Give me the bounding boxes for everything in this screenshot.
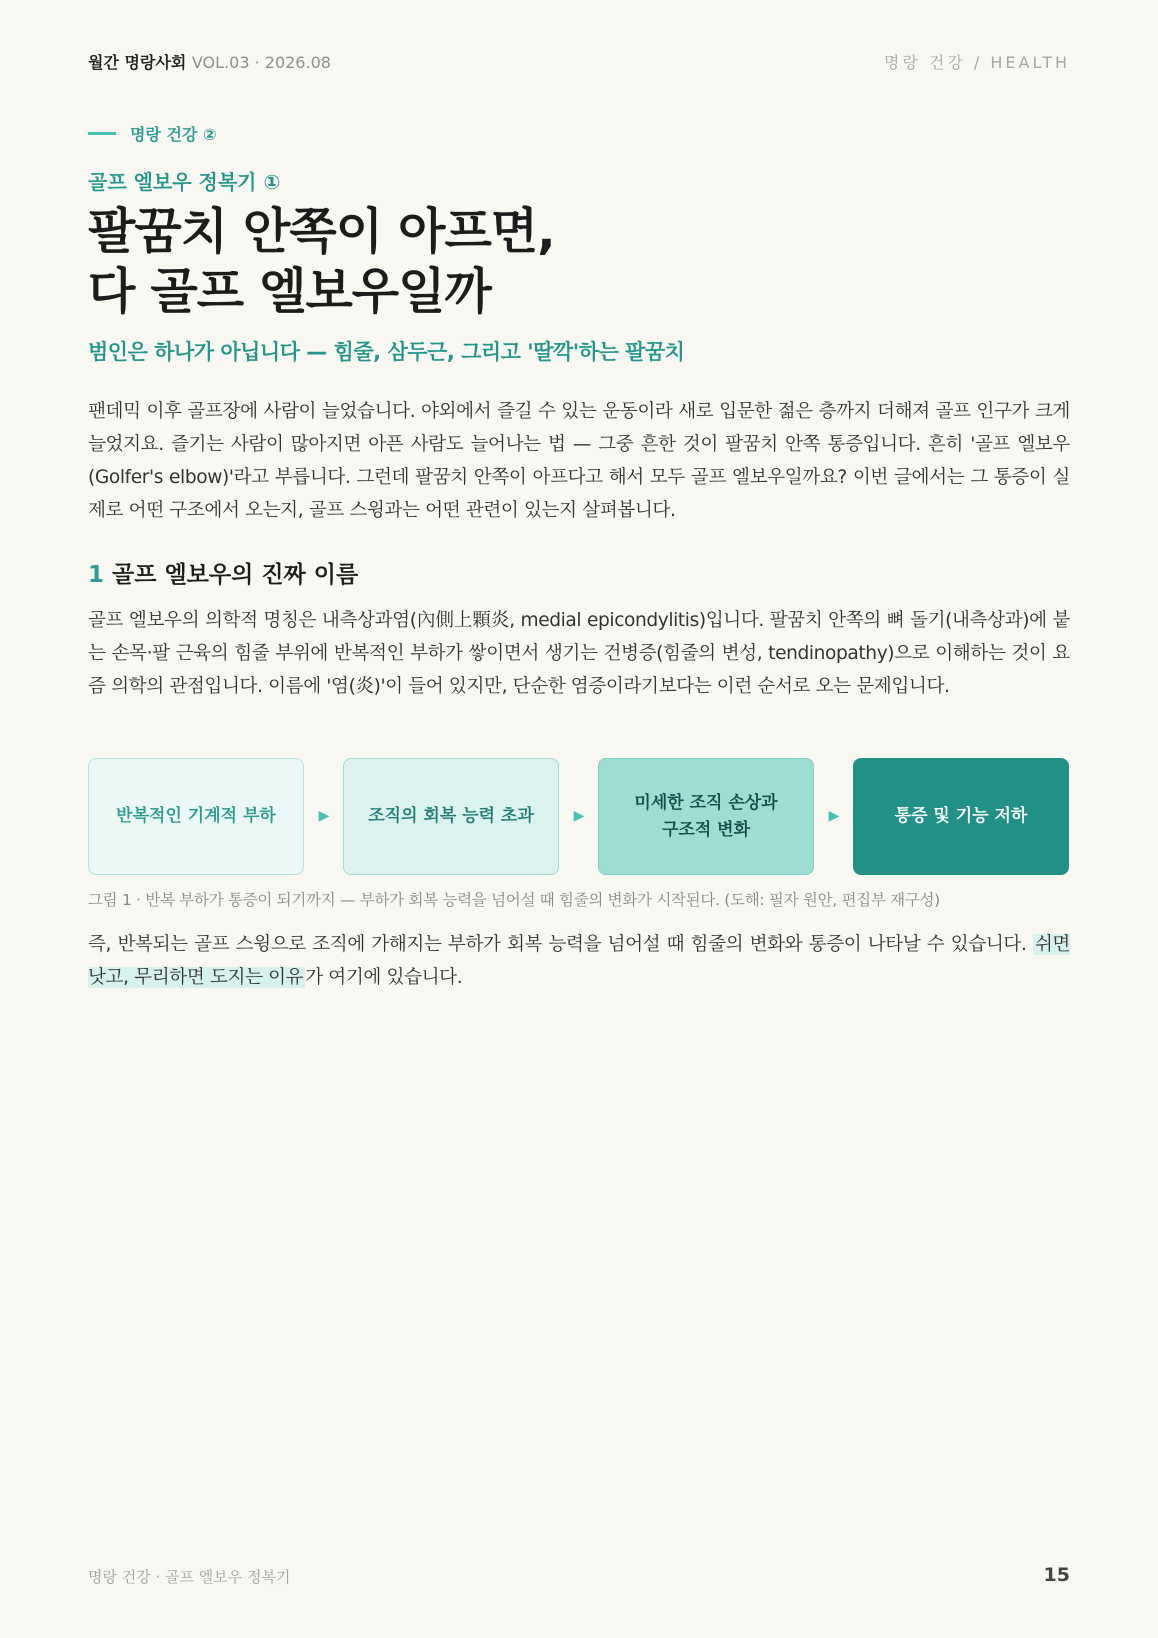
section-heading-text: 골프 엘보우의 진짜 이름 (112, 562, 359, 588)
section-label: 명랑 건강 / HEALTH (883, 53, 1070, 72)
figure-caption: 그림 1 · 반복 부하가 통증이 되기까지 — 부하가 회복 능력을 넘어설 때 힘줄의 변화가 시작된다. (도해: 필자 원안, 편집부 재구성) (88, 891, 940, 909)
flow-arrow-icon: ▶ (573, 808, 585, 824)
intro-paragraph: 팬데믹 이후 골프장에 사람이 늘었습니다. 야외에서 즐길 수 있는 운동이라 새로 입문한 젊은 층까지 더해져 골프 인구가 크게 늘었지요. 즐기는 사람이 많아지면 아픈 사람도 늘어나는 법 — 그중 흔한 것이 팔꿈치 안쪽 통증입니다. 흔히 '골프 엘보우(Golfer's elbow)'라고 부릅니다. 그런데 팔꿈치 안쪽이 아프다고 해서 모두 골프 엘보우일까요? 이번 글에서는 그 통증이 실제로 어떤 구조에서 오는지, 골프 스윙과는 어떤 관련이 있는지 살펴봅니다. (88, 401, 1070, 521)
title-line-1: 팔꿈치 안쪽이 아프면, (88, 203, 555, 260)
flow-step-1: 반복적인 기계적 부하 (88, 758, 304, 875)
section-heading (88, 556, 358, 589)
flow-step-3 (598, 758, 814, 875)
footer-text: 명랑 건강 · 골프 엘보우 정복기 (88, 1568, 291, 1586)
highlighted-phrase: 쉬면 낫고, 무리하면 도지는 이유 (88, 934, 1070, 988)
page-footer (88, 1564, 1070, 1588)
series-label: 골프 엘보우 정복기 ① (88, 170, 281, 194)
conclusion-paragraph (88, 928, 1070, 994)
section-number: 1 (88, 562, 105, 588)
flow-step-4: 통증 및 기능 저하 (853, 758, 1069, 875)
publication-name: 월간 명랑사회 VOL.03 · 2026.08 (88, 53, 331, 72)
flow-diagram (88, 758, 1070, 877)
section-body-paragraph: 골프 엘보우의 의학적 명칭은 내측상과염(內側上顆炎, medial epicondylitis)입니다. 팔꿈치 안쪽의 뼈 돌기(내측상과)에 붙는 손목·팔 근육의 힘줄 부위에 반복적인 부하가 쌓이면서 생기는 건병증(힘줄의 변성, tendinopathy)으로 이해하는 것이 요즘 의학의 관점입니다. 이름에 '염(炎)'이 들어 있지만, 단순한 염증이라기보다는 이런 순서로 오는 문제입니다. (88, 610, 1070, 697)
conclusion-tail: 가 여기에 있습니다. (305, 967, 463, 988)
article-subtitle: 범인은 하나가 아닙니다 — 힘줄, 삼두근, 그리고 '딸깍'하는 팔꿈치 (88, 340, 685, 364)
conclusion-text: 즉, 반복되는 골프 스윙으로 조직에 가해지는 부하가 회복 능력을 넘어설 때 힘줄의 변화와 통증이 나타날 수 있습니다. (88, 934, 1027, 955)
kicker-label: 명랑 건강 ② (130, 125, 217, 144)
kicker (88, 122, 217, 146)
page-header (88, 50, 1070, 74)
title-line-2: 다 골프 엘보우일까 (88, 263, 491, 320)
flow-step-3-label: 미세한 조직 손상과 구조적 변화 (634, 792, 778, 840)
magazine-page (88, 0, 1070, 1638)
kicker-bar (88, 132, 116, 135)
flow-arrow-icon: ▶ (828, 808, 840, 824)
article-title (88, 202, 1070, 322)
flow-step-2: 조직의 회복 능력 초과 (343, 758, 559, 875)
flow-arrow-icon: ▶ (318, 808, 330, 824)
volume-info: VOL.03 · 2026.08 (191, 53, 331, 72)
page-number: 15 (1043, 1564, 1070, 1586)
